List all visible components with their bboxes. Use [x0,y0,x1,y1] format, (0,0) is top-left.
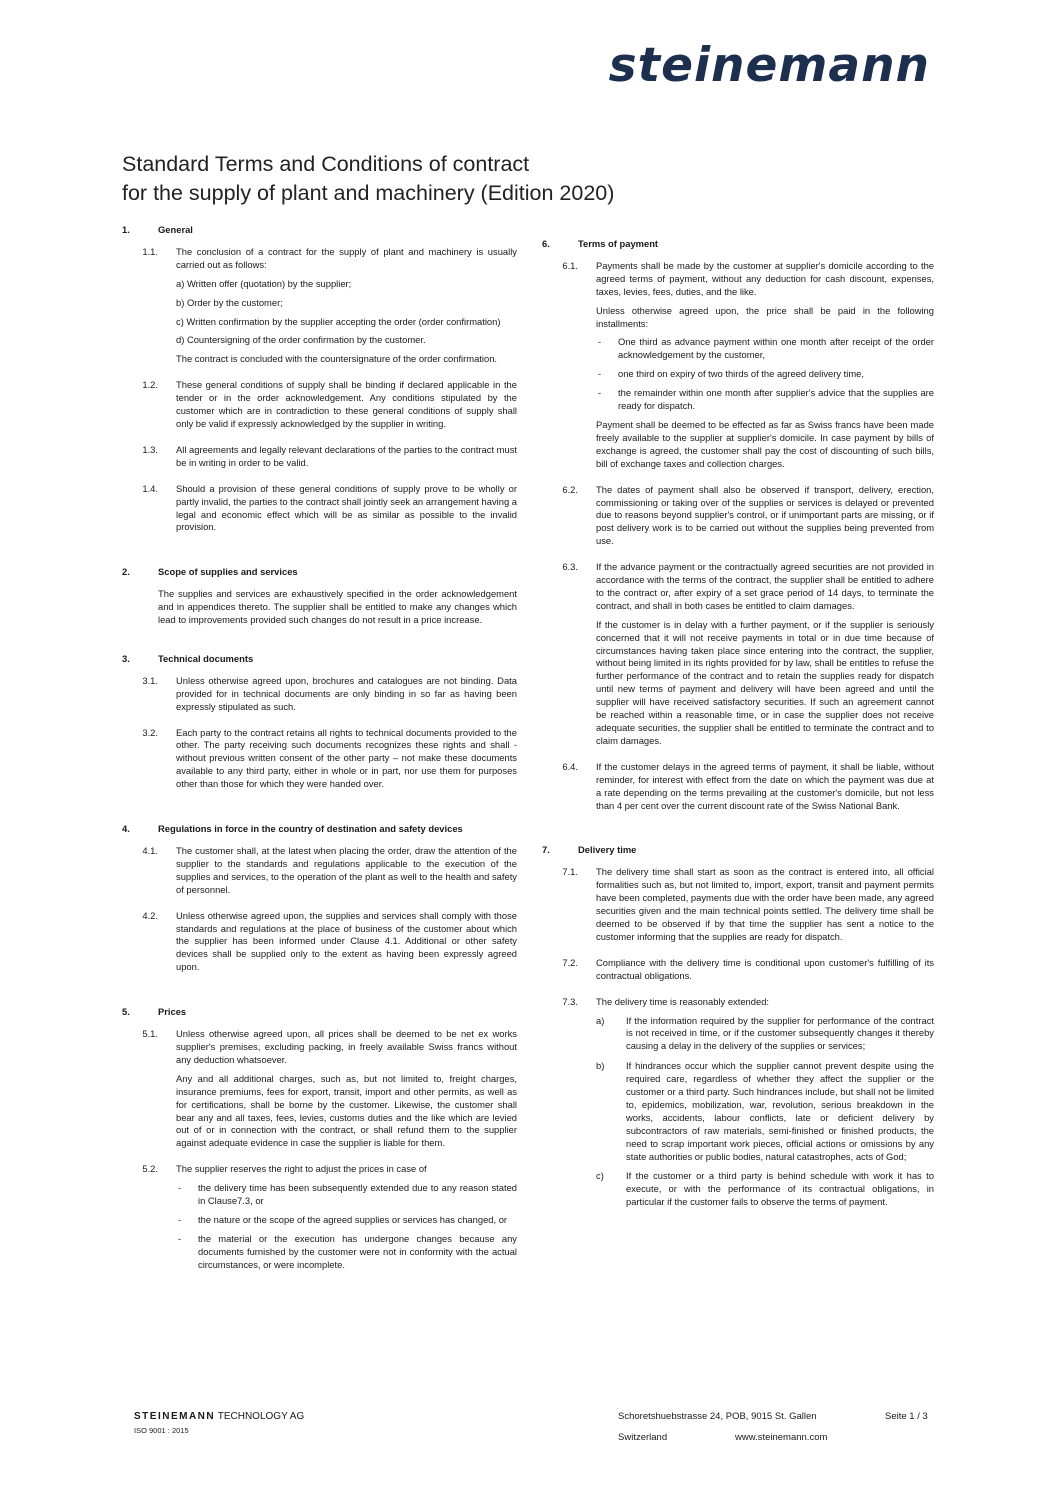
section-title: Regulations in force in the country of destination and safety devices [158,823,463,835]
clause-body [596,996,934,1217]
section-title: General [158,224,193,235]
clause-paragraph: Unless otherwise agreed upon, brochures and catalogues are not binding. Data provided for in technical documents are only binding in so far as having been expressly stipulated as such. [176,674,517,712]
clause-paragraph: Any and all additional charges, such as, but not limited to, freight charges, insurance premiums, fees for export, transit, import and other permits, as well as for certifications, shall be borne by the customer. Likewise, the customer shall bear any and all taxes, fees, levies, customs duties and the like which are levied out of or in connection with the contract, or shall refund them to the supplier against adequate evidence in case the supplier is liable for them. [176,1072,517,1149]
clause-paragraph: Unless otherwise agreed upon, the price shall be paid in the following installments: [596,304,934,329]
item-letter: b) [596,1060,605,1072]
company-name-rest: TECHNOLOGY AG [215,1411,305,1422]
clause-paragraph: If the customer delays in the agreed terms of payment, it shall be liable, without reminder, for interest with effect from the date on which the payment was due at a rate depending on the terms prevailing at the customer's domicile, but not less than 4 per cent over the current discount rate of the Swiss National Bank. [596,760,934,811]
item-letter: a) [596,1014,605,1026]
company-name-bold: STEINEMANN [134,1411,216,1422]
dash-item [596,387,934,413]
clause-number: 7.3. [562,995,578,1007]
section-number: 7. [542,844,550,856]
clause-paragraph: Unless otherwise agreed upon, the supplies and services shall comply with those standards and regulations at the place of business of the customer about which the supplier has been informed under Clause 4.1. Additional or other safety devices shall be supplied only to the extent as having been expressly agreed upon. [176,909,517,973]
dash-text: one third on expiry of two thirds of the agreed delivery time, [618,368,864,380]
company-logo: steinemann [608,38,930,93]
address-line: Schoretshuebstrasse 24, POB, 9015 St. Gallen [618,1411,817,1422]
clause-body [596,957,934,989]
section-title: Scope of supplies and services [158,566,298,578]
clause-number: 1.1. [142,245,158,257]
clause-number: 7.2. [562,956,578,968]
clause [122,483,517,541]
clause [542,957,934,989]
clause [542,996,934,1217]
clause-number: 1.4. [142,482,158,494]
clause-body [596,484,934,555]
lettered-item [596,1170,934,1209]
section [542,238,934,818]
clause-paragraph: Unless otherwise agreed upon, all prices shall be deemed to be net ex works supplier's premises, excluding packing, in freely available Swiss francs without any deduction whatsoever. [176,1028,517,1065]
list-item: d) Countersigning of the order confirmation by the customer. [176,334,426,346]
clause-body [176,727,517,798]
clause-number: 6.2. [562,483,578,495]
section [122,224,517,540]
clause [542,761,934,819]
dash-item [176,1182,517,1208]
document-title [122,150,722,208]
section-title: Prices [158,1006,187,1018]
clause-paragraph: If the customer is in delay with a further payment, or if the supplier is seriously concerned that it will not receive payments in total or in due time because of circumstances having taken place since entering into the contract, the supplier, without being limited in its rights provided for by law, shall be entitles to refuse the further performance of the contract and to retain the supplies ready for dispatch until new terms of payment and delivery will have been agreed and until the supplier will have received satisfactory securities. If such an agreement cannot be reached within a reasonable time, or in case the supplier does not receive adequate securities, the supplier shall be entitled to terminate the contract and to claim damages. [596,618,934,746]
dash-text: One third as advance payment within one month after receipt of the order acknowledgement by the customer, [618,336,934,361]
clause-number: 1.2. [142,379,158,391]
clause-paragraph: These general conditions of supply shall be binding if declared applicable in the tender or in the order acknowledgement. Any conditions stipulated by the customer which are in contradiction to these general conditions of supply shall only be valid if expressly acknowledged by the supplier in writing. [176,379,517,429]
clause-body [176,845,517,903]
clause-body [176,1163,517,1277]
clause-body [596,561,934,754]
left-column [122,224,517,1304]
clause-paragraph: Each party to the contract retains all rights to technical documents provided to the other. The party receiving such documents recognizes these rights and shall - without previous written consent of the other party – not make these documents available to any third party, either in whole or in part, nor use them for purposes other than those for which they were handed over. [176,726,517,790]
iso-certification: ISO 9001 : 2015 [134,1426,189,1435]
dash-item [596,336,934,362]
clause-number: 4.1. [142,845,158,856]
lettered-item [596,1015,934,1054]
section-title: Technical documents [158,652,254,664]
clause-body [176,910,517,981]
lettered-item [596,1060,934,1163]
clause-number: 7.1. [562,866,578,878]
clause [122,1163,517,1277]
clause [542,260,934,477]
clause-body [176,1028,517,1156]
clause [122,246,517,372]
page-number: Seite 1 / 3 [885,1411,928,1422]
list-item: c) Written confirmation by the supplier accepting the order (order confirmation) [176,315,501,327]
footer-company [134,1410,304,1437]
clause [122,675,517,720]
clause-number: 4.2. [142,909,158,921]
section-heading [542,238,934,251]
clause [122,1028,517,1156]
clause-body [596,866,934,949]
section-heading [122,823,517,836]
clause [542,866,934,949]
dash-bullet: - [178,1182,182,1194]
right-column [542,238,934,1242]
clause-paragraph: Payment shall be deemed to be effected as far as Swiss francs have been made freely available to the supplier at supplier's domicile. In case payment by bills of exchange is agreed, the customer shall pay the cost of discounting of such bills, bill of exchange taxes and collection charges. [596,418,934,469]
item-text: If the customer or a third party is behind schedule with work it has to execute, or with the performance of its contractual obligations, in particular if the customer fails to observe the terms of payment. [626,1170,934,1208]
section-title: Delivery time [578,844,637,856]
list-item: a) Written offer (quotation) by the supplier; [176,277,352,289]
item-letter: c) [596,1170,604,1182]
section-number: 1. [122,224,130,235]
section-number: 4. [122,823,130,835]
clause-number: 6.4. [562,760,578,772]
dash-item [176,1233,517,1272]
clause-body [176,246,517,372]
dash-text: the nature or the scope of the agreed supplies or services has changed, or [198,1213,508,1225]
clause [122,727,517,798]
dash-bullet: - [598,387,602,399]
clause-paragraph: The delivery time is reasonably extended: [596,995,770,1007]
footer-address [618,1410,827,1444]
clause-number: 6.3. [562,561,578,573]
section [542,844,934,1216]
clause-body [176,379,517,437]
title-line-1: Standard Terms and Conditions of contract [122,152,530,176]
title-line-2: for the supply of plant and machinery (Edition 2020) [122,181,615,205]
clause-number: 5.1. [142,1028,158,1040]
clause [542,561,934,754]
clause-number: 3.2. [142,726,158,738]
section-heading [542,844,934,857]
clause [122,444,517,476]
clause-body [596,260,934,477]
clause [122,910,517,981]
clause-paragraph: The conclusion of a contract for the supply of plant and machinery is usually carried out as follows: [176,245,517,270]
clause-paragraph: The customer shall, at the latest when placing the order, draw the attention of the supplier to the standards and regulations applicable to the execution of the supplies and services, to the operation of the plant as well to the health and safety of personnel. [176,845,517,895]
section-number: 6. [542,238,550,249]
dash-bullet: - [178,1232,182,1244]
section-title: Terms of payment [578,238,659,249]
clause-paragraph: If the advance payment or the contractually agreed securities are not provided in accordance with the terms of the contract, the supplier shall be entitled to adhere to the contract or, after expiry of a set grace period of 14 days, to terminate the contract, and shall in both cases be entitled to claim damages. [596,561,934,611]
section [122,823,517,980]
clause [122,845,517,903]
item-text: If the information required by the supplier for performance of the contract is not received in time, or if the customer subsequently changes it thereby causing a delay in the delivery of the supplies or services; [626,1014,934,1052]
section-heading [122,653,517,666]
clause-body [596,761,934,819]
clause-paragraph: The contract is concluded with the countersignature of the order confirmation. [176,353,498,365]
clause-paragraph: All agreements and legally relevant declarations of the parties to the contract must be in writing in order to be valid. [176,443,517,468]
list-item: b) Order by the customer; [176,296,283,308]
website-link[interactable]: www.steinemann.com [735,1432,828,1443]
dash-item [596,368,934,381]
section-number: 3. [122,652,130,664]
dash-bullet: - [598,368,602,380]
section-heading [122,224,517,237]
clause-paragraph: Compliance with the delivery time is conditional upon customer's fulfilling of its contractual obligations. [596,956,934,981]
dash-bullet: - [178,1213,182,1225]
clause-number: 5.2. [142,1163,158,1175]
clause-number: 3.1. [142,674,158,686]
clause-paragraph: The dates of payment shall also be observed if transport, delivery, erection, commissioning or taking over of the supplies or services is delayed or prevented due to reasons beyond supplier's control, or if unimportant parts are missing, or if post delivery work is to be carried out without the supplies being prevented from use. [596,483,934,547]
section-number: 2. [122,566,130,578]
dash-text: the remainder within one month after supplier's advice that the supplies are ready for dispatch. [618,387,934,412]
clause [122,379,517,437]
clause-paragraph: The delivery time shall start as soon as the contract is entered into, all official formalities such as, but not limited to, import, export, transit and payment permits have been completed, payments due with the order have been made, any agreed securities given and the main technical points settled. The delivery time shall be deemed to be observed if by that time the supplier has sent a notice to the customer informing that the supplies are ready for dispatch. [596,866,934,942]
section [122,653,517,797]
clause-paragraph: Should a provision of these general conditions of supply prove to be wholly or partly invalid, the parties to the contract shall jointly seek an arrangement having a legal and economic effect which will be as similar as possible to the invalid provision. [176,482,517,533]
section-heading [122,566,517,579]
country: Switzerland [618,1432,668,1443]
dash-bullet: - [598,336,602,348]
section [122,566,517,627]
clause-paragraph: Payments shall be made by the customer at supplier's domicile according to the agreed terms of payment, without any deduction for cash discount, expenses, taxes, levies, fees, duties, and the like. [596,259,934,297]
dash-text: the delivery time has been subsequently extended due to any reason stated in Clause7.3, or [198,1182,517,1207]
clause-paragraph: The supplier reserves the right to adjust the prices in case of [176,1163,427,1175]
clause-body [176,483,517,541]
clause-body [176,444,517,476]
section [122,1006,517,1277]
item-text: If hindrances occur which the supplier cannot prevent despite using the required care, regardless of whether they affect the supplier or the customer or a third party. Such hindrances include, but shall not be limited to, epidemics, mobilization, war, revolution, serious breakdown in the works, accidents, labour conflicts, late or deficient delivery by subcontractors of raw materials, semi-finished or finished products, the need to scrap important work pieces, official actions or omissions by any state authorities or public bodies, natural catastrophes, acts of God; [626,1060,934,1162]
clause [542,484,934,555]
clause-number: 6.1. [562,259,578,271]
dash-text: the material or the execution has undergone changes because any documents furnished by the customer were not in conformity with the actual circumstances, or were incomplete. [198,1232,517,1270]
clause-body [176,675,517,720]
section-number: 5. [122,1006,130,1018]
section-heading [122,1006,517,1019]
clause-number: 1.3. [142,443,158,455]
dash-item [176,1214,517,1227]
section-text: The supplies and services are exhaustively specified in the order acknowledgement and in appendices thereto. The supplier shall be entitled to make any changes which lead to improvements provided such changes do not result in a price increase. [158,588,517,626]
